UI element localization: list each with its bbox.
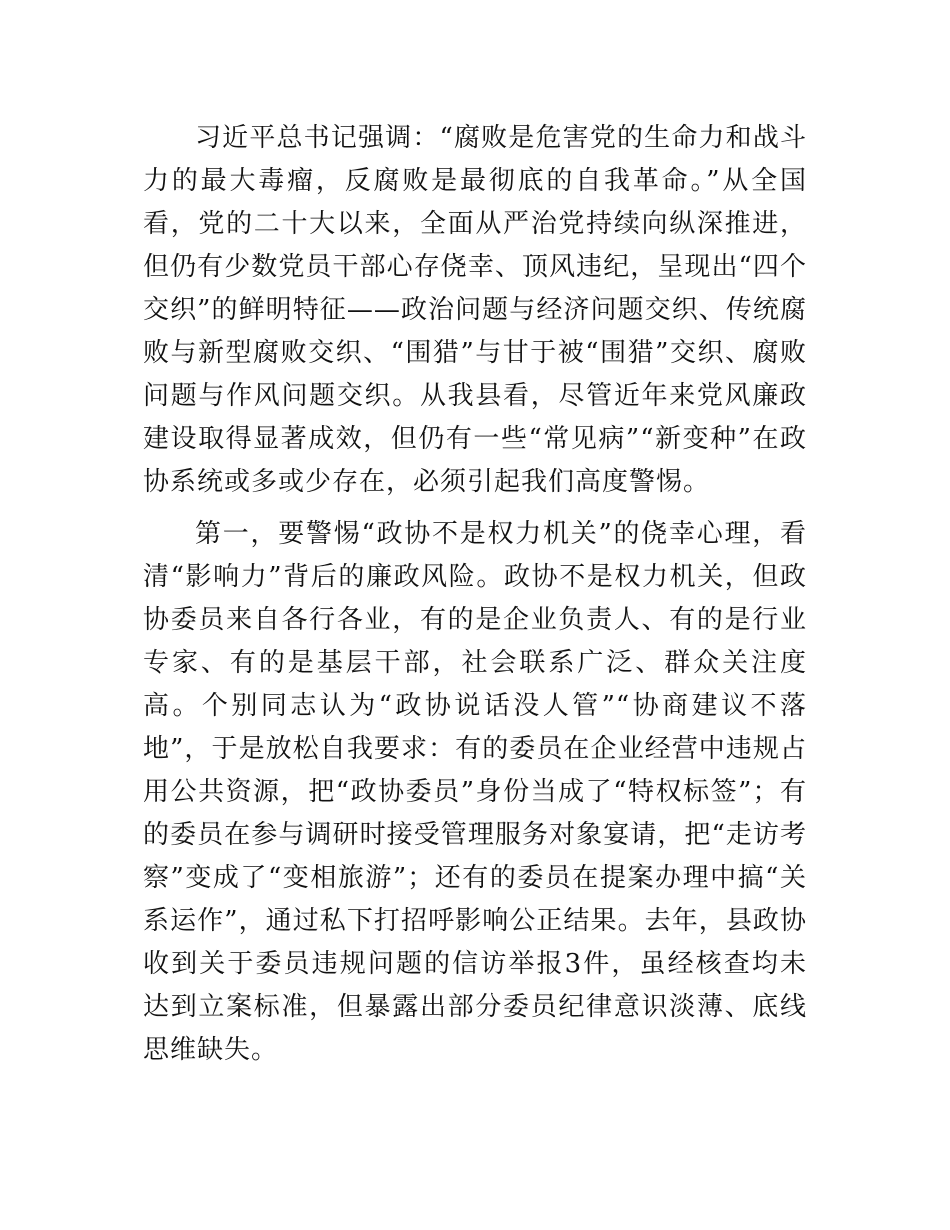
paragraph-first-point: 第一，要警惕“政协不是权力机关”的侥幸心理，看清“影响力”背后的廉政风险。政协不是权力机关，但政协委员来自各行各业，有的是企业负责人、有的是行业专家、有的是基层干部，社会联系广泛、群众关注度高。个别同志认为“政协说话没人管”“协商建议不落地”，于是放松自我要求：有的委员在企业经营中违规占用公共资源，把“政协委员”身份当成了“特权标签”；有的委员在参与调研时接受管理服务对象宴请，把“走访考察”变成了“变相旅游”；还有的委员在提案办理中搞“关系运作”，通过私下打招呼影响公正结果。去年，县政协收到关于委员违规问题的信访举报3件，虽经核查均未达到立案标准，但暴露出部分委员纪律意识淡薄、底线思维缺失。 (143, 519, 807, 1065)
paragraph-intro: 习近平总书记强调：“腐败是危害党的生命力和战斗力的最大毒瘤，反腐败是最彻底的自我革命。”从全国看，党的二十大以来，全面从严治党持续向纵深推进，但仍有少数党员干部心存侥幸、顶风违纪，呈现出“四个交织”的鲜明特征——政治问题与经济问题交织、传统腐败与新型腐败交织、“围猎”与甘于被“围猎”交织、腐败问题与作风问题交织。从我县看，尽管近年来党风廉政建设取得显著成效，但仍有一些“常见病”“新变种”在政协系统或多或少存在，必须引起我们高度警惕。 (143, 123, 807, 497)
document-page (143, 117, 807, 1072)
